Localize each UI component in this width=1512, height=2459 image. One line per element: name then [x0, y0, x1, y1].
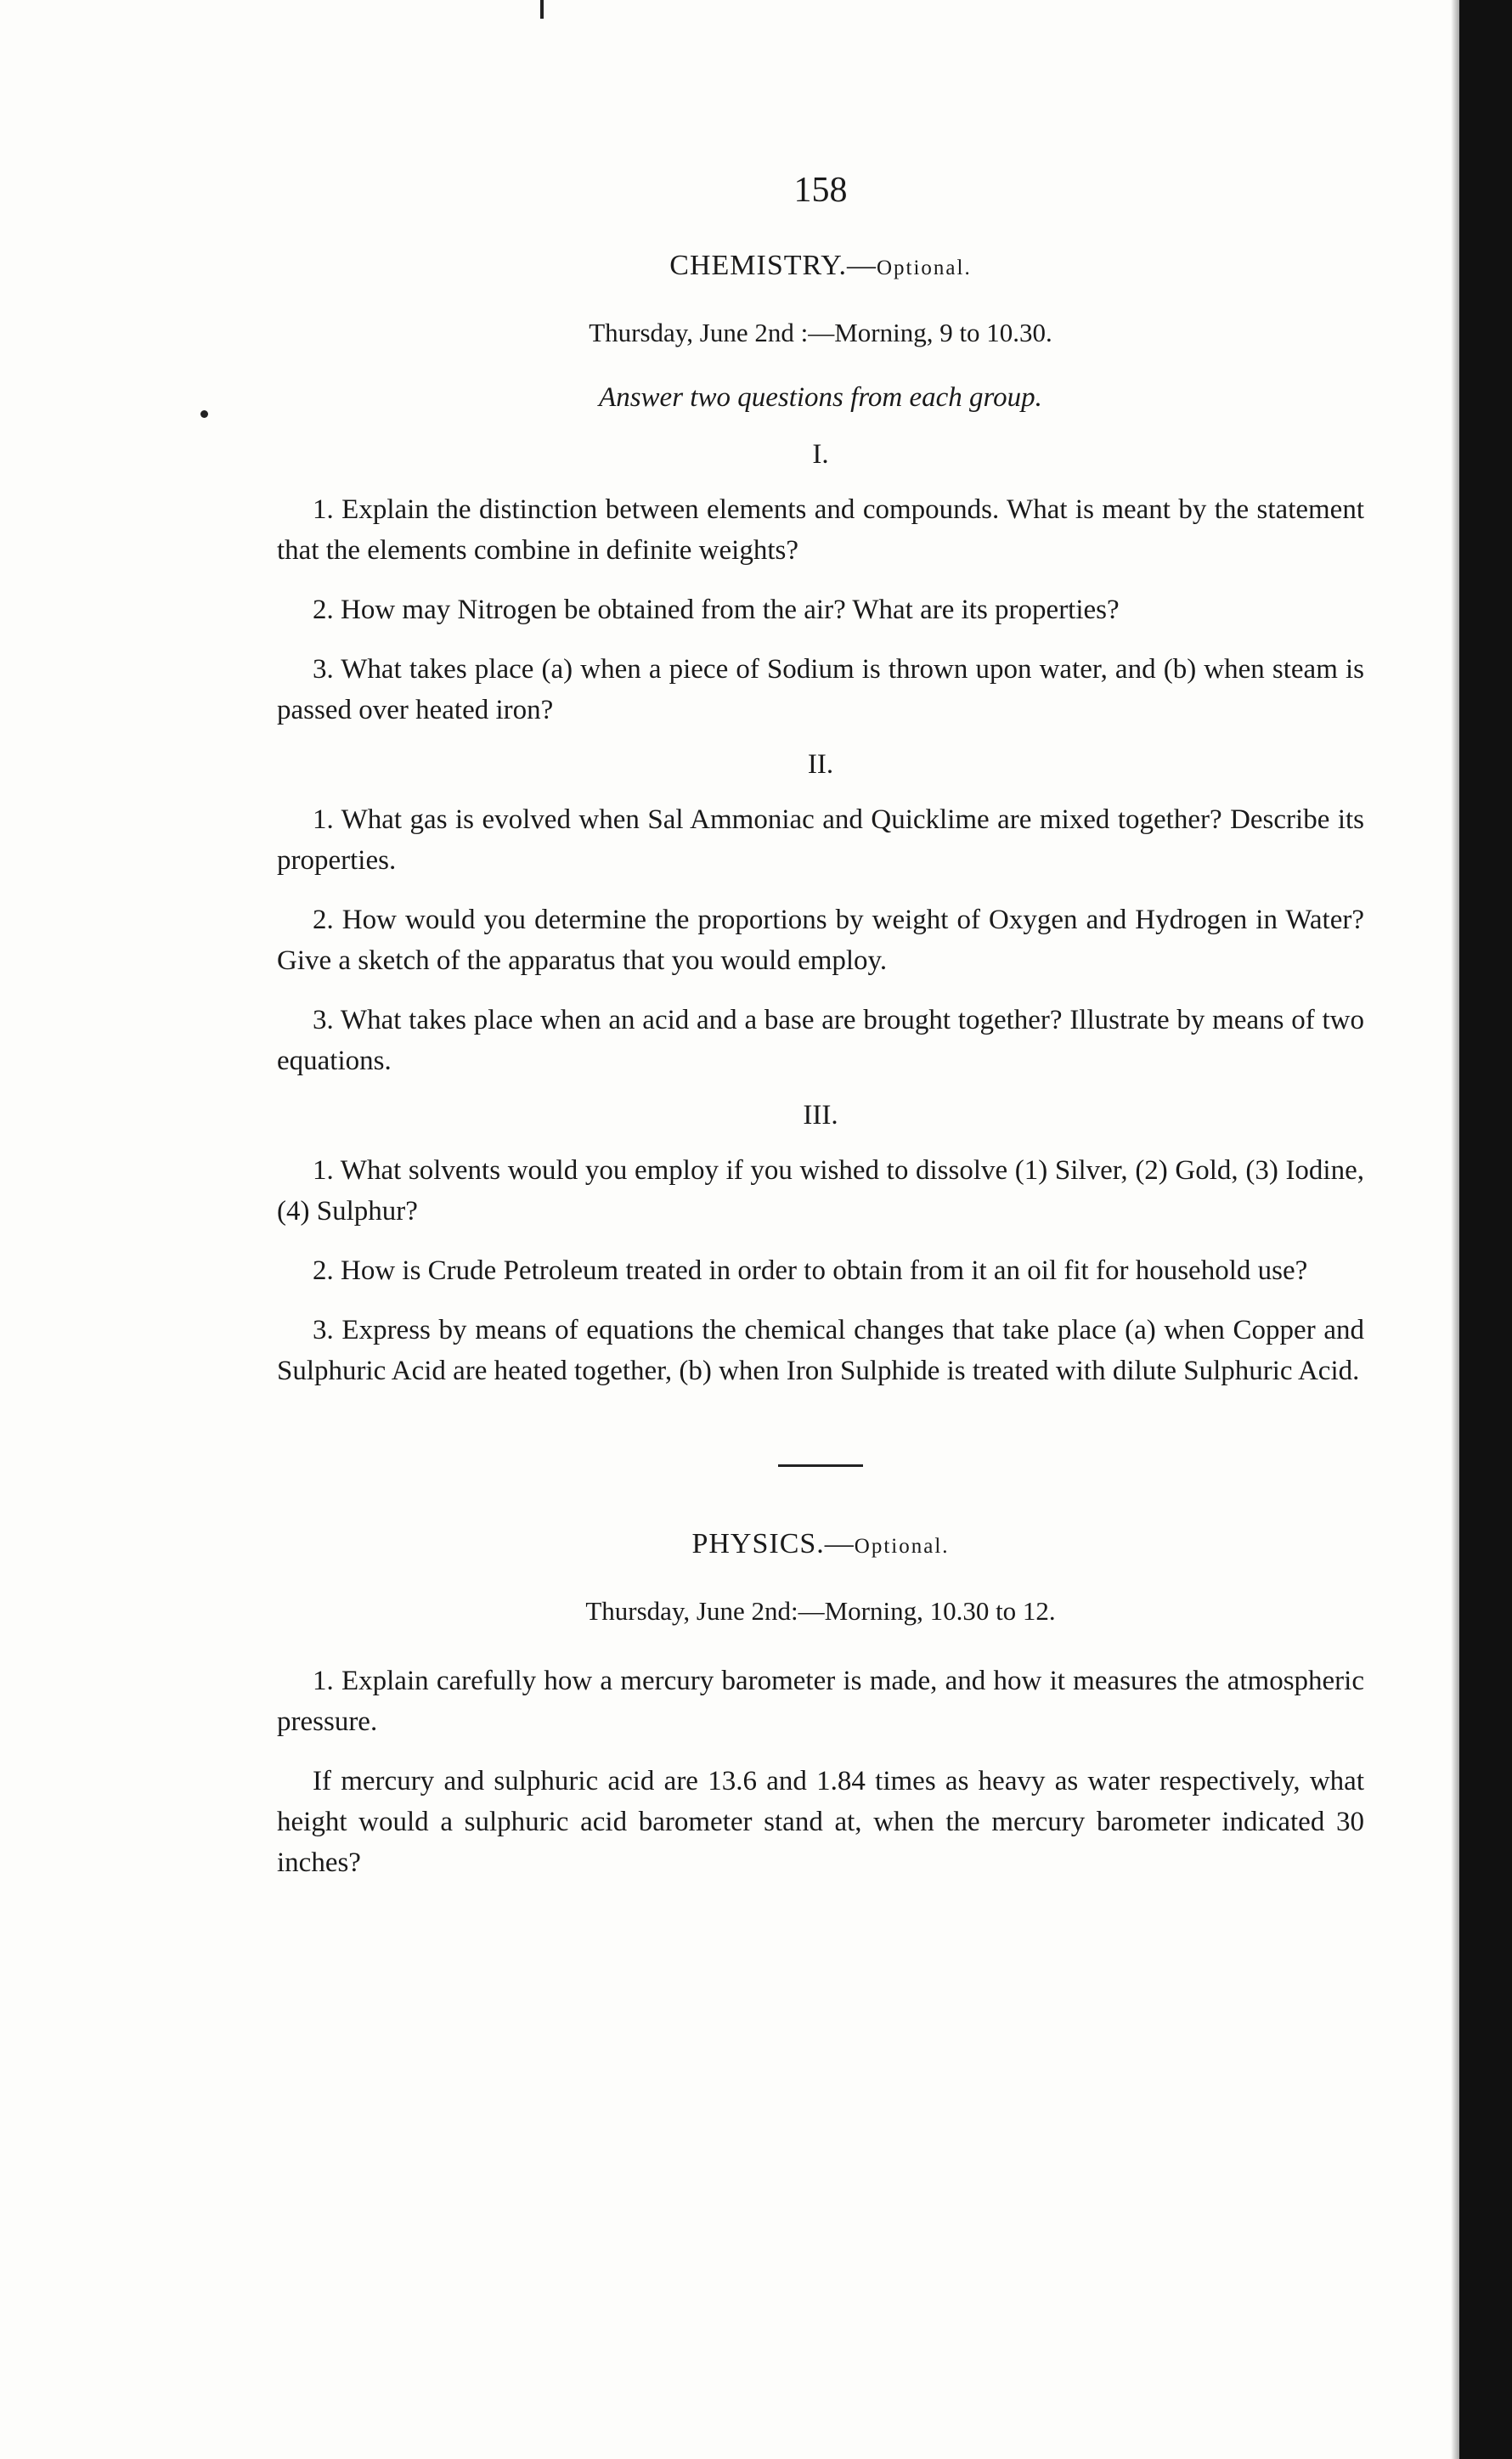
question: 3. What takes place when an acid and a base are brought together? Illustrate by means of two equations. [277, 1005, 1364, 1076]
physics-title-optional: Optional. [854, 1535, 950, 1558]
group-1 [277, 439, 1364, 730]
group-2 [277, 749, 1364, 1081]
section-divider [778, 1464, 863, 1467]
question: If mercury and sulphuric acid are 13.6 and 1.84 times as heavy as water respectively, what height would a sulphuric acid barometer stand at, when the mercury barometer indicated 30 inches? [277, 1766, 1364, 1878]
binding-shadow [1451, 0, 1459, 2459]
question: 3. What takes place (a) when a piece of Sodium is thrown upon water, and (b) when steam is passed over heated iron? [277, 654, 1364, 725]
chemistry-title-optional: Optional. [876, 257, 972, 279]
physics-title [277, 1528, 1364, 1560]
group-3 [277, 1100, 1364, 1391]
chemistry-date: Thursday, June 2nd :—Morning, 9 to 10.30. [589, 318, 1052, 347]
question: 3. Express by means of equations the chemical changes that take place (a) when Copper and Sulphuric Acid are heated together, (b) when Iron Sulphide is treated with dilute Sulphuric Acid. [277, 1315, 1364, 1386]
chemistry-instruction: Answer two questions from each group. [599, 382, 1042, 413]
chemistry-title [277, 250, 1364, 282]
exam-page [277, 170, 1364, 1902]
scan-mark [540, 0, 544, 19]
physics-title-main: PHYSICS.— [691, 1528, 855, 1559]
question: 2. How would you determine the proportions by weight of Oxygen and Hydrogen in Water? Give a sketch of the apparatus that you would employ. [277, 905, 1364, 976]
question: 2. How may Nitrogen be obtained from the air? What are its properties? [313, 595, 1120, 625]
stray-ink-dot [200, 410, 208, 418]
question: 1. What gas is evolved when Sal Ammoniac and Quicklime are mixed together? Describe its properties. [277, 804, 1364, 876]
question: 1. Explain the distinction between elements and compounds. What is meant by the statement that the elements combine in definite weights? [277, 494, 1364, 566]
physics-date: Thursday, June 2nd:—Morning, 10.30 to 12. [585, 1596, 1056, 1626]
group-numeral: II. [807, 749, 834, 780]
page-number: 158 [793, 171, 848, 210]
question: 1. Explain carefully how a mercury barometer is made, and how it measures the atmospheric pressure. [277, 1666, 1364, 1737]
binding-edge [1459, 0, 1512, 2459]
group-numeral: III. [803, 1100, 838, 1131]
question: 2. How is Crude Petroleum treated in order to obtain from it an oil fit for household use? [313, 1255, 1308, 1286]
question: 1. What solvents would you employ if you wished to dissolve (1) Silver, (2) Gold, (3) Iodine, (4) Sulphur? [277, 1155, 1364, 1227]
group-numeral: I. [812, 439, 829, 470]
chemistry-title-main: CHEMISTRY.— [669, 250, 877, 281]
